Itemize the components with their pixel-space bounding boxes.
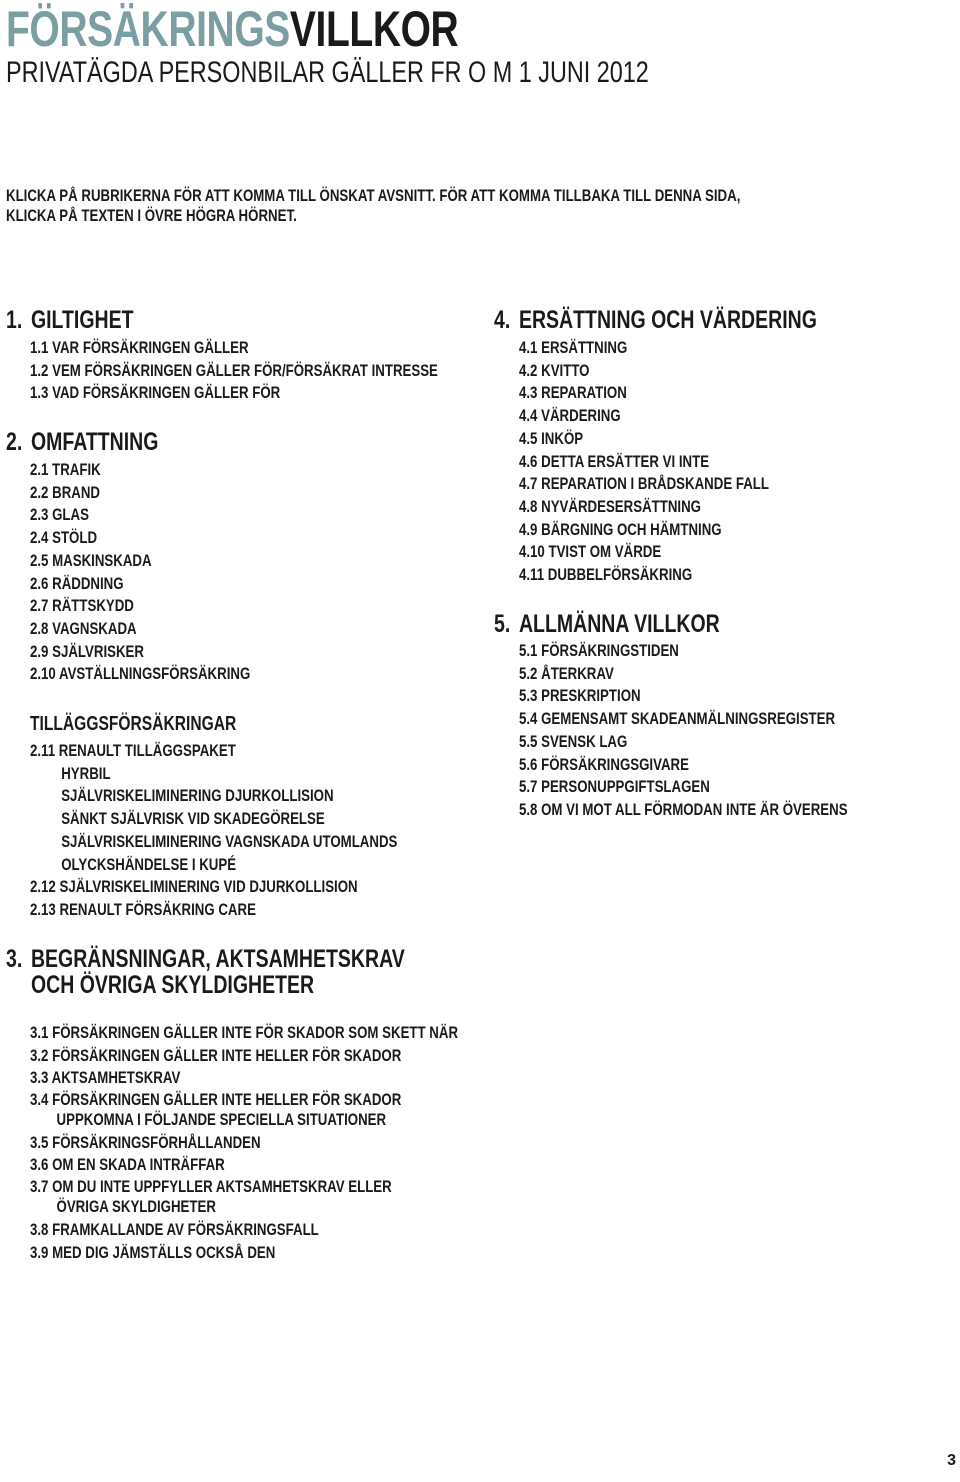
toc-link-4-5[interactable]: 4.5 INKÖP	[519, 428, 584, 448]
section-5-items	[519, 640, 848, 822]
section-1	[6, 306, 134, 334]
toc-link-3-7[interactable]: 3.7 OM DU INTE UPPFYLLER AKTSAMHETSKRAV ELLER	[30, 1176, 392, 1196]
toc-link-4-11[interactable]: 4.11 DUBBELFÖRSÄKRING	[519, 565, 693, 585]
toc-link-olyckshandelse[interactable]: OLYCKSHÄNDELSE I KUPÉ	[61, 854, 237, 874]
toc-link-1-3[interactable]: 1.3 VAD FÖRSÄKRINGEN GÄLLER FÖR	[30, 383, 281, 403]
title-rest: VILLKOR	[289, 1, 459, 57]
toc-link-5-3[interactable]: 5.3 PRESKRIPTION	[519, 686, 641, 706]
toc-link-5-7[interactable]: 5.7 PERSONUPPGIFTSLAGEN	[519, 777, 710, 797]
section-2-heading[interactable]: 2. OMFATTNING	[6, 428, 159, 456]
toc-link-4-2[interactable]: 4.2 KVITTO	[519, 360, 590, 380]
toc-link-2-8[interactable]: 2.8 VAGNSKADA	[30, 618, 137, 638]
section-3-heading[interactable]: 3. BEGRÄNSNINGAR, AKTSAMHETSKRAV	[6, 945, 405, 973]
section-2	[6, 428, 158, 456]
toc-link-3-5[interactable]: 3.5 FÖRSÄKRINGSFÖRHÅLLANDEN	[30, 1132, 261, 1152]
toc-link-5-1[interactable]: 5.1 FÖRSÄKRINGSTIDEN	[519, 641, 679, 660]
addons-heading[interactable]: TILLÄGGSFÖRSÄKRINGAR	[30, 713, 237, 735]
intro-line-1: KLICKA PÅ RUBRIKERNA FÖR ATT KOMMA TILL ÖNSKAT AVSNITT. FÖR ATT KOMMA TILLBAKA TILL DENNA SIDA,	[6, 186, 741, 205]
toc-link-4-4[interactable]: 4.4 VÄRDERING	[519, 406, 621, 426]
document-title	[6, 2, 458, 56]
section-3	[6, 945, 405, 999]
toc-link-2-2[interactable]: 2.2 BRAND	[30, 482, 101, 502]
toc-link-4-10[interactable]: 4.10 TVIST OM VÄRDE	[519, 542, 662, 562]
toc-link-hyrbil[interactable]: HYRBIL	[61, 763, 111, 783]
toc-link-4-3[interactable]: 4.3 REPARATION	[519, 383, 627, 403]
page-number: 3	[947, 1452, 956, 1469]
toc-link-skadegorelse[interactable]: SÄNKT SJÄLVRISK VID SKADEGÖRELSE	[61, 809, 325, 829]
toc-link-2-10[interactable]: 2.10 AVSTÄLLNINGSFÖRSÄKRING	[30, 664, 251, 684]
section-3-items	[30, 1022, 458, 1264]
section-4	[494, 306, 817, 334]
toc-link-5-8[interactable]: 5.8 OM VI MOT ALL FÖRMODAN INTE ÄR ÖVERENS	[519, 799, 848, 819]
toc-link-2-1[interactable]: 2.1 TRAFIK	[30, 460, 101, 479]
toc-link-3-9[interactable]: 3.9 MED DIG JÄMSTÄLLS OCKSÅ DEN	[30, 1242, 276, 1262]
section-1-items	[30, 337, 438, 405]
section-1-heading[interactable]: 1. GILTIGHET	[6, 306, 134, 334]
toc-link-3-3[interactable]: 3.3 AKTSAMHETSKRAV	[30, 1068, 181, 1088]
section-5-heading[interactable]: 5. ALLMÄNNA VILLKOR	[494, 610, 720, 638]
toc-link-vagnskada-utomlands[interactable]: SJÄLVRISKELIMINERING VAGNSKADA UTOMLANDS	[61, 831, 398, 851]
section-4-items	[519, 337, 769, 587]
toc-link-2-6[interactable]: 2.6 RÄDDNING	[30, 573, 124, 593]
toc-link-5-4[interactable]: 5.4 GEMENSAMT SKADEANMÄLNINGSREGISTER	[519, 709, 836, 729]
addons-items	[30, 740, 397, 922]
toc-link-4-1[interactable]: 4.1 ERSÄTTNING	[519, 338, 628, 357]
toc-link-4-8[interactable]: 4.8 NYVÄRDESERSÄTTNING	[519, 496, 701, 516]
toc-link-5-6[interactable]: 5.6 FÖRSÄKRINGSGIVARE	[519, 754, 689, 774]
toc-link-3-4[interactable]: 3.4 FÖRSÄKRINGEN GÄLLER INTE HELLER FÖR SKADOR	[30, 1089, 402, 1109]
toc-link-5-5[interactable]: 5.5 SVENSK LAG	[519, 731, 628, 751]
section-3-heading-line-2[interactable]: OCH ÖVRIGA SKYLDIGHETER	[30, 971, 315, 999]
toc-link-3-2[interactable]: 3.2 FÖRSÄKRINGEN GÄLLER INTE HELLER FÖR SKADOR	[30, 1045, 402, 1065]
toc-link-4-7[interactable]: 4.7 REPARATION I BRÅDSKANDE FALL	[519, 474, 770, 494]
toc-link-2-5[interactable]: 2.5 MASKINSKADA	[30, 550, 152, 570]
toc-link-3-4-cont[interactable]: UPPKOMNA I FÖLJANDE SPECIELLA SITUATIONER	[56, 1109, 387, 1129]
toc-link-2-3[interactable]: 2.3 GLAS	[30, 505, 89, 525]
toc-link-3-8[interactable]: 3.8 FRAMKALLANDE AV FÖRSÄKRINGSFALL	[30, 1219, 319, 1239]
section-5	[494, 610, 720, 638]
toc-link-2-4[interactable]: 2.4 STÖLD	[30, 528, 98, 548]
toc-link-5-2[interactable]: 5.2 ÅTERKRAV	[519, 663, 614, 683]
document-subtitle: PRIVATÄGDA PERSONBILAR GÄLLER FR O M 1 JUNI 2012	[6, 56, 649, 89]
toc-link-2-9[interactable]: 2.9 SJÄLVRISKER	[30, 641, 144, 661]
toc-link-3-1[interactable]: 3.1 FÖRSÄKRINGEN GÄLLER INTE FÖR SKADOR SOM SKETT NÄR	[30, 1023, 459, 1042]
toc-link-2-7[interactable]: 2.7 RÄTTSKYDD	[30, 596, 134, 616]
section-4-heading[interactable]: 4. ERSÄTTNING OCH VÄRDERING	[494, 306, 817, 334]
toc-link-4-9[interactable]: 4.9 BÄRGNING OCH HÄMTNING	[519, 519, 722, 539]
toc-link-1-1[interactable]: 1.1 VAR FÖRSÄKRINGEN GÄLLER	[30, 338, 249, 357]
toc-link-3-6[interactable]: 3.6 OM EN SKADA INTRÄFFAR	[30, 1155, 225, 1175]
toc-link-2-11[interactable]: 2.11 RENAULT TILLÄGGSPAKET	[30, 741, 236, 760]
toc-link-2-13[interactable]: 2.13 RENAULT FÖRSÄKRING CARE	[30, 899, 256, 919]
intro-line-2: KLICKA PÅ TEXTEN I ÖVRE HÖGRA HÖRNET.	[6, 206, 297, 225]
toc-link-4-6[interactable]: 4.6 DETTA ERSÄTTER VI INTE	[519, 451, 710, 471]
toc-link-2-12[interactable]: 2.12 SJÄLVRISKELIMINERING VID DJURKOLLISION	[30, 877, 358, 897]
toc-link-3-7-cont[interactable]: ÖVRIGA SKYLDIGHETER	[56, 1196, 216, 1216]
toc-link-1-2[interactable]: 1.2 VEM FÖRSÄKRINGEN GÄLLER FÖR/FÖRSÄKRAT INTRESSE	[30, 360, 438, 380]
title-accent: FÖRSÄKRINGS	[6, 1, 290, 57]
toc-link-djurkollision[interactable]: SJÄLVRISKELIMINERING DJURKOLLISION	[61, 786, 334, 806]
section-2-items	[30, 459, 250, 686]
